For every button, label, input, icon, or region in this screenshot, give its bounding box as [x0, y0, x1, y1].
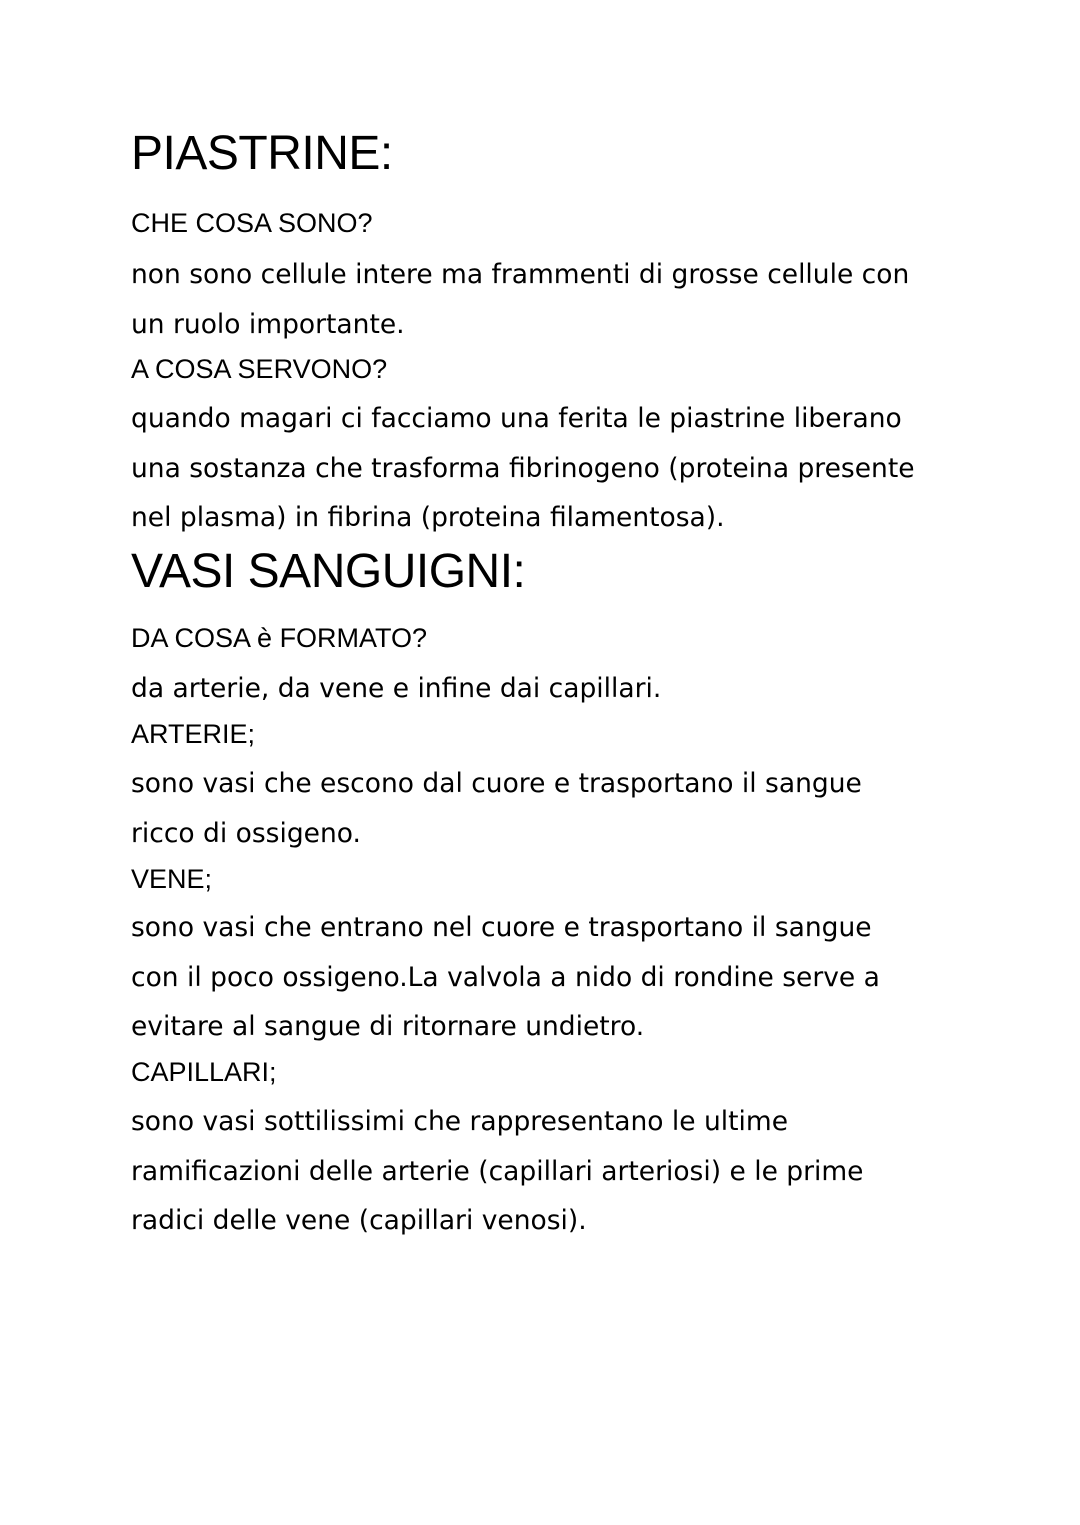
- answer-vene: [131, 903, 880, 1052]
- section-title-vasi-sanguigni: VASI SANGUIGNI:: [131, 545, 526, 598]
- text-line: con il poco ossigeno.La valvola a nido di rondine serve a: [131, 961, 880, 993]
- text-line: evitare al sangue di ritornare undietro.: [131, 1011, 645, 1042]
- text-line: una sostanza che trasforma fibrinogeno (proteina presente: [131, 452, 915, 484]
- text-line: sono vasi che entrano nel cuore e trasportano il sangue: [131, 912, 872, 943]
- answer-che-cosa-sono: [131, 250, 909, 349]
- question-vene: VENE;: [131, 864, 213, 894]
- text-line: sono vasi sottilissimi che rappresentano le ultime: [131, 1106, 789, 1137]
- question-a-cosa-servono: A COSA SERVONO?: [131, 354, 388, 384]
- question-capillari: CAPILLARI;: [131, 1057, 277, 1087]
- answer-capillari: [131, 1097, 864, 1246]
- answer-arterie: [131, 759, 862, 858]
- text-line: radici delle vene (capillari venosi).: [131, 1205, 587, 1236]
- question-arterie: ARTERIE;: [131, 719, 256, 749]
- text-line: nel plasma) in fibrina (proteina filamentosa).: [131, 502, 725, 533]
- section-title-piastrine: PIASTRINE:: [131, 127, 393, 180]
- text-line: ramificazioni delle arterie (capillari arteriosi) e le prime: [131, 1155, 864, 1187]
- question-da-cosa-formato: DA COSA è FORMATO?: [131, 623, 428, 653]
- text-line: un ruolo importante.: [131, 308, 405, 340]
- text-line: quando magari ci facciamo una ferita le piastrine liberano: [131, 403, 902, 434]
- text-line: sono vasi che escono dal cuore e trasportano il sangue: [131, 768, 862, 799]
- question-che-cosa-sono: CHE COSA SONO?: [131, 208, 373, 238]
- answer-a-cosa-servono: [131, 394, 915, 543]
- text-line: non sono cellule intere ma frammenti di grosse cellule con: [131, 259, 910, 290]
- answer-da-cosa-formato: [131, 664, 661, 714]
- text-line: da arterie, da vene e infine dai capillari.: [131, 673, 662, 704]
- text-line: ricco di ossigeno.: [131, 817, 361, 849]
